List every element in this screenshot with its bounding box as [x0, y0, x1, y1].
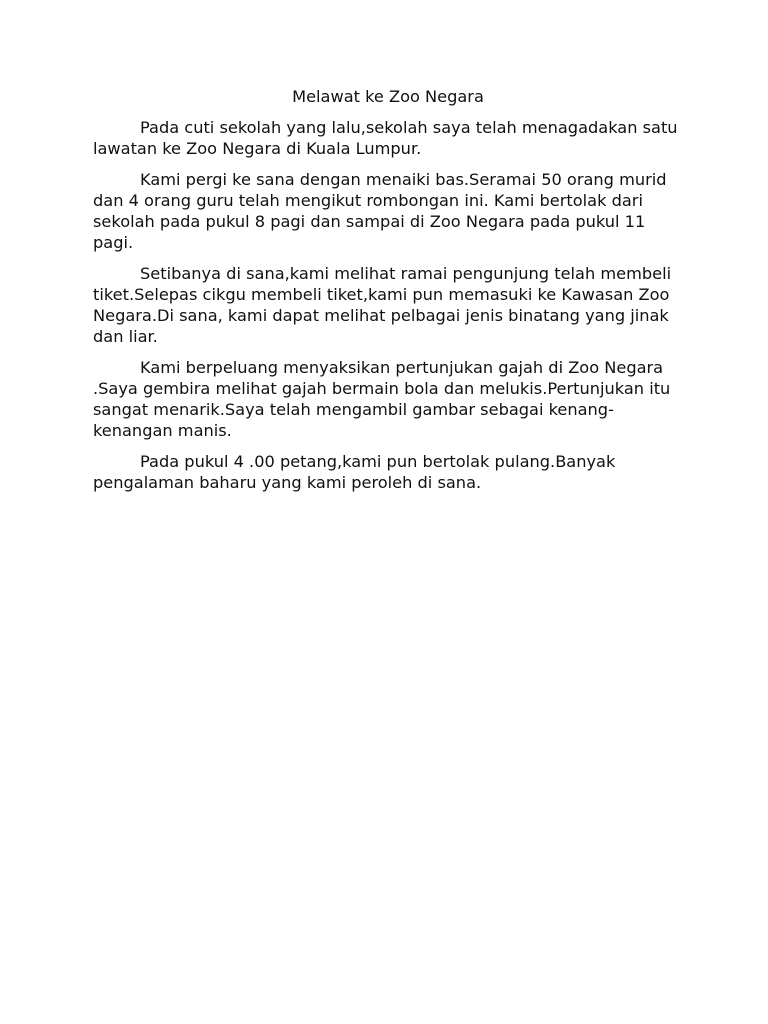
paragraph-3: Setibanya di sana,kami melihat ramai pengunjung telah membeli tiket.Selepas cikgu membeli tiket,kami pun memasuki ke Kawasan Zoo Negara.Di sana, kami dapat melihat pelbagai jenis binatang yang jinak dan liar. [93, 264, 672, 346]
document-body [93, 86, 683, 503]
paragraph-4: Kami berpeluang menyaksikan pertunjukan gajah di Zoo Negara .Saya gembira melihat gajah bermain bola dan melukis.Pertunjukan itu sangat menarik.Saya telah mengambil gambar sebagai kenang-kenangan manis. [93, 358, 671, 440]
document-title: Melawat ke Zoo Negara [292, 87, 484, 106]
paragraph-5: Pada pukul 4 .00 petang,kami pun bertolak pulang.Banyak pengalaman baharu yang kami peroleh di sana. [93, 452, 616, 492]
paragraph-2: Kami pergi ke sana dengan menaiki bas.Seramai 50 orang murid dan 4 orang guru telah mengikut rombongan ini. Kami bertolak dari sekolah pada pukul 8 pagi dan sampai di Zoo Negara pada pukul 11 pagi. [93, 170, 667, 252]
paragraph-1: Pada cuti sekolah yang lalu,sekolah saya telah menagadakan satu lawatan ke Zoo Negara di Kuala Lumpur. [93, 118, 678, 158]
